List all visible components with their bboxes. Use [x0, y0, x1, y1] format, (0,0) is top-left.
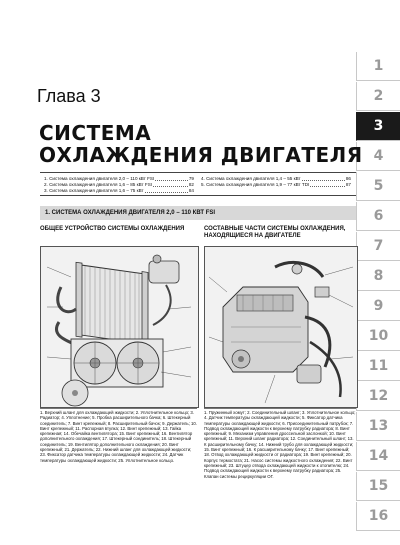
section-title-bar: [40, 206, 356, 220]
chapter-tab-1[interactable]: 1: [356, 52, 400, 81]
chapter-tab-16[interactable]: 16: [356, 502, 400, 531]
contents-entry[interactable]: 1. Система охлаждения двигателя 2,0 – 110 кВт FSI 79: [44, 176, 194, 181]
contents-entry[interactable]: 4. Система охлаждения двигателя 1,4 – 55 кВт 86: [201, 176, 351, 181]
chapter-label: Глава 3: [37, 86, 101, 106]
right-subheading: СОСТАВНЫЕ ЧАСТИ СИСТЕМЫ ОХЛАЖДЕНИЯ, НАХОДЯЩИЕСЯ НА ДВИГАТЕЛЕ: [204, 226, 346, 239]
chapter-tab-12[interactable]: 12: [356, 382, 400, 411]
chapter-tab-5[interactable]: 5: [356, 172, 400, 201]
chapter-tab-11[interactable]: 11: [356, 352, 400, 381]
chapter-tab-10[interactable]: 10: [356, 322, 400, 351]
left-figure-caption: 1. Верхний шланг для охлаждающей жидкости; 2. Уплотнительное кольцо; 3. Радиатор; 4. Уплотнение; 5. Пробка расширительного бачка; 6. Штекерный соединитель; 7. Винт крепежный; 8. Расширительный бачок; 9. Держатель; 10. Винт крепежный; 11. Распорная втулка; 12. Винт крепежный; 13. Гайка крепежная; 14. Обечайка вентилятора; 15. Винт крепежный; 16. Вентилятор дополнительного охлаждения; 17. Штекерный соединитель; 18. Штекерный соединитель; 19. Вентилятор дополнительного охлаждения; 20. Винт крепежный; 21. Держатель; 22. Нижний шланг для охлаждающей жидкости; 23. Фиксатор датчика температуры охлаждающей жидкости; 24. Датчик температуры охлаждающей жидкости; 25. Уплотнительное кольцо.: [40, 408, 197, 538]
section-title: 1. СИСТЕМА ОХЛАЖДЕНИЯ ДВИГАТЕЛЯ 2,0 – 110 КВТ FSI: [45, 210, 216, 216]
right-figure-caption: 1. Пружинный хомут; 2. Соединительный шланг; 3. Уплотнительное кольцо; 4. Датчик температуры охлаждающей жидкости; 5. Фиксатор датчика температуры охлаждающей жидкости; 6. Присоединительный патрубок; 7. Подвод охлаждающей жидкости к верхнему патрубку радиатора; 8. Винт крепежный; 9. Механизм управления дроссельной заслонкой; 10. Винт крепежный; 11. Верхний шланг радиатора; 12. Соединительный шланг; 13. К расширительному бачку; 14. Нижний трубо для охлаждающей жидкости; 15. Винт крепежный; 16. К расширительному бачку; 17. Винт крепежный; 18. Отвод охлаждающей жидкости от радиатора; 19. Винт крепежный; 20. Корпус термостата; 21. Насос системы жидкостного охлаждения; 22. Винт крепежный; 23. Штуцер отвода охлаждающей жидкости к отопителю; 24. Подвод охлаждающей жидкости к верхнему патрубку радиатора; 25. Клапан системы рециркуляции ОГ.: [204, 408, 356, 538]
contents-left-column: [44, 176, 194, 194]
chapter-tab-3[interactable]: 3: [356, 112, 400, 141]
chapter-tab-9[interactable]: 9: [356, 292, 400, 321]
chapter-tab-8[interactable]: 8: [356, 262, 400, 291]
chapter-title-line1: СИСТЕМА: [39, 121, 152, 145]
chapter-title: [39, 122, 363, 166]
contents-entry[interactable]: 3. Система охлаждения двигателя 1,6 – 75 кВт 84: [44, 188, 194, 193]
contents-entry[interactable]: 5. Система охлаждения двигателя 1,9 – 77 кВт TDI 87: [201, 182, 351, 187]
chapter-tab-15[interactable]: 15: [356, 472, 400, 501]
radiator-assembly-drawing: [41, 247, 198, 407]
engine-cooling-drawing: [205, 247, 357, 407]
chapter-tab-2[interactable]: 2: [356, 82, 400, 111]
chapter-tab-14[interactable]: 14: [356, 442, 400, 471]
chapter-tab-6[interactable]: 6: [356, 202, 400, 231]
left-subheading: ОБЩЕЕ УСТРОЙСТВО СИСТЕМЫ ОХЛАЖДЕНИЯ: [40, 226, 185, 232]
contents-right-column: [201, 176, 351, 188]
chapter-tab-13[interactable]: 13: [356, 412, 400, 441]
chapter-title-line2: ОХЛАЖДЕНИЯ ДВИГАТЕЛЯ: [39, 143, 363, 167]
chapter-tab-7[interactable]: 7: [356, 232, 400, 261]
radiator-assembly-illustration: [40, 246, 199, 408]
table-of-contents: [40, 172, 356, 196]
chapter-tab-4[interactable]: 4: [356, 142, 400, 171]
contents-entry[interactable]: 2. Система охлаждения двигателя 1,6 – 85 кВт FSI 82: [44, 182, 194, 187]
engine-cooling-parts-illustration: [204, 246, 358, 408]
